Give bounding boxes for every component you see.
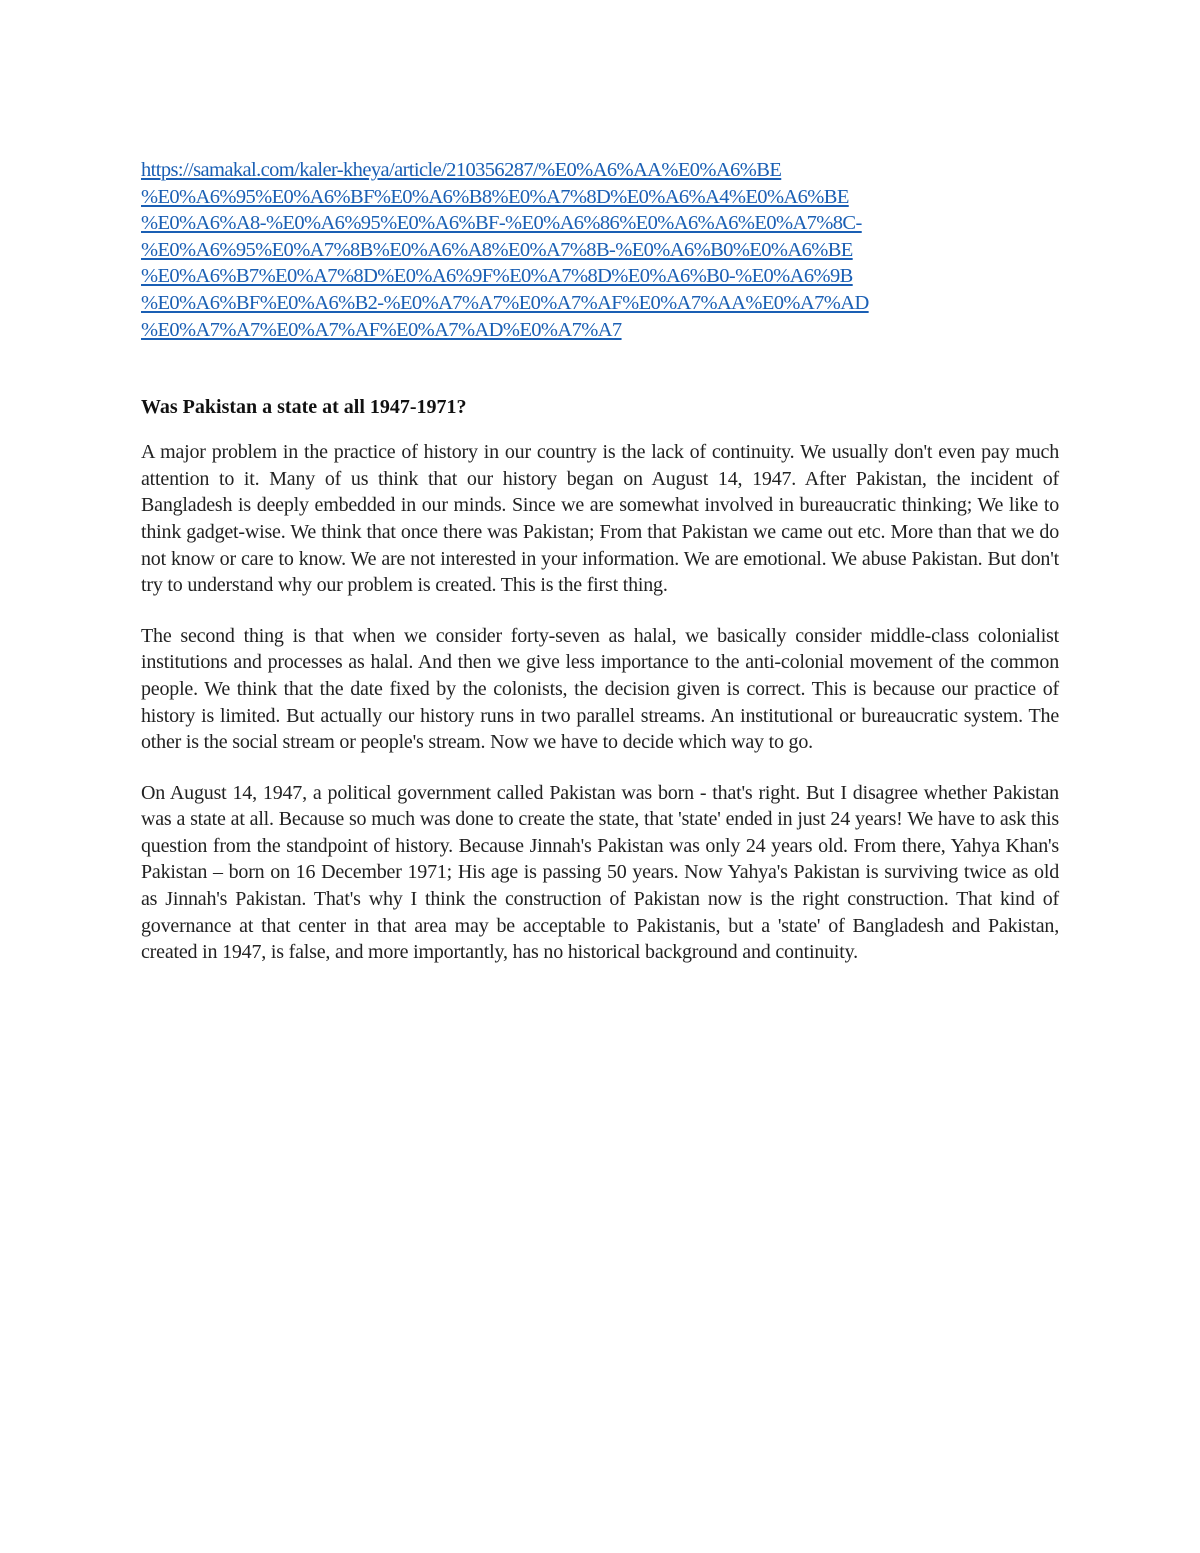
source-link-line[interactable]: %E0%A6%95%E0%A7%8B%E0%A6%A8%E0%A7%8B-%E0%A6%B0%E0%A6%BE (141, 238, 853, 261)
article-heading: Was Pakistan a state at all 1947-1971? (141, 396, 467, 419)
source-link[interactable] (141, 157, 1059, 343)
paragraph-2: The second thing is that when we consider forty-seven as halal, we basically consider middle-class colonialist institutions and processes as halal. And then we give less importance to the anti-colonial movement of the common people. We think that the date fixed by the colonists, the decision given is correct. This is because our practice of history is limited. But actually our history runs in two parallel streams. An institutional or bureaucratic system. The other is the social stream or people's stream. Now we have to decide which way to go. (141, 624, 1059, 754)
source-link-line[interactable]: https://samakal.com/kaler-kheya/article/210356287/%E0%A6%AA%E0%A6%BE (141, 159, 782, 181)
source-link-line[interactable]: %E0%A7%A7%E0%A7%AF%E0%A7%AD%E0%A7%A7 (141, 318, 622, 341)
document-body (141, 157, 1059, 986)
source-link-line[interactable]: %E0%A6%95%E0%A6%BF%E0%A6%B8%E0%A7%8D%E0%A6%A4%E0%A6%BE (141, 185, 849, 208)
paragraph-3: On August 14, 1947, a political government called Pakistan was born - that's right. But I disagree whether Pakistan was a state at all. Because so much was done to create the state, that 'state' ended in just 24 years! We have to ask this question from the standpoint of history. Because Jinnah's Pakistan was only 24 years old. From there, Yahya Khan's Pakistan – born on 16 December 1971; His age is passing 50 years. Now Yahya's Pakistan is surviving twice as old as Jinnah's Pakistan. That's why I think the construction of Pakistan now is the right construction. That kind of governance at that center in that area may be acceptable to Pakistanis, but a 'state' of Bangladesh and Pakistan, created in 1947, is false, and more importantly, has no historical background and continuity. (141, 781, 1059, 964)
source-link-line[interactable]: %E0%A6%BF%E0%A6%B2-%E0%A7%A7%E0%A7%AF%E0%A7%AA%E0%A7%AD (141, 291, 869, 314)
source-link-line[interactable]: %E0%A6%B7%E0%A7%8D%E0%A6%9F%E0%A7%8D%E0%A6%B0-%E0%A6%9B (141, 265, 853, 288)
source-link-line[interactable]: %E0%A6%A8-%E0%A6%95%E0%A6%BF-%E0%A6%86%E0%A6%A6%E0%A7%8C- (141, 212, 862, 235)
paragraph-1: A major problem in the practice of history in our country is the lack of continuity. We usually don't even pay much attention to it. Many of us think that our history began on August 14, 1947. After Pakistan, the incident of Bangladesh is deeply embedded in our minds. Since we are somewhat involved in bureaucratic thinking; We like to think gadget-wise. We think that once there was Pakistan; From that Pakistan we came out etc. More than that we do not know or care to know. We are not interested in your information. We are emotional. We abuse Pakistan. But don't try to understand why our problem is created. This is the first thing. (141, 441, 1059, 597)
